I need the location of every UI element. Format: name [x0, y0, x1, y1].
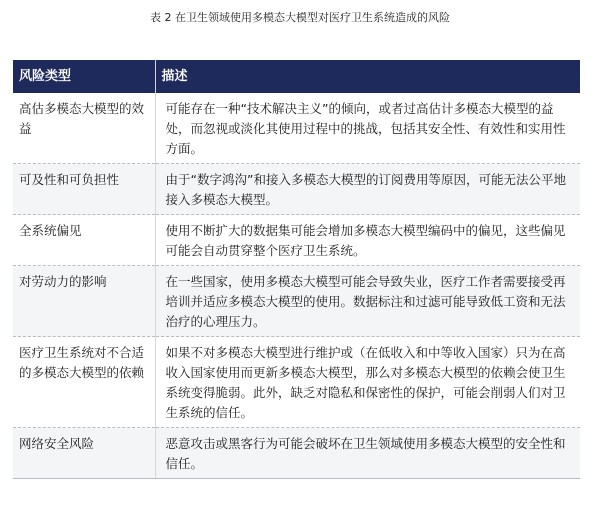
table-row	[13, 266, 580, 337]
table-caption: 表 2 在卫生领域使用多模态大模型对医疗卫生系统造成的风险	[150, 11, 450, 24]
table-header-row	[13, 60, 580, 93]
risk-type-cell: 对劳动力的影响	[13, 266, 155, 337]
description-cell: 由于“数字鸿沟”和接入多模态大模型的订阅费用等原因，可能无法公平地接入多模态大模型。	[155, 164, 580, 215]
risk-type-cell: 可及性和可负担性	[13, 164, 155, 215]
table-row	[13, 215, 580, 266]
risk-table	[13, 60, 580, 479]
risk-type-cell: 全系统偏见	[13, 215, 155, 266]
header-description: 描述	[155, 60, 580, 93]
table-row	[13, 93, 580, 164]
description-cell: 在一些国家，使用多模态大模型可能会导致失业，医疗工作者需要接受再培训并适应多模态大模型的使用。数据标注和过滤可能导致低工资和无法治疗的心理压力。	[155, 266, 580, 337]
description-cell: 如果不对多模态大模型进行维护或（在低收入和中等收入国家）只为在高收入国家使用而更新多模态大模型，那么对多模态大模型的依赖会使卫生系统变得脆弱。此外，缺乏对隐私和保密性的保护，可能会削弱人们对卫生系统的信任。	[155, 337, 580, 428]
risk-type-cell: 网络安全风险	[13, 428, 155, 479]
description-cell: 可能存在一种“技术解决主义”的倾向，或者过高估计多模态大模型的益处，而忽视或淡化其使用过程中的挑战，包括其安全性、有效性和实用性方面。	[155, 93, 580, 164]
risk-type-cell: 高估多模态大模型的效益	[13, 93, 155, 164]
table-row	[13, 428, 580, 479]
table-row	[13, 164, 580, 215]
table-row	[13, 337, 580, 428]
description-cell: 恶意攻击或黑客行为可能会破坏在卫生领域使用多模态大模型的安全性和信任。	[155, 428, 580, 479]
description-cell: 使用不断扩大的数据集可能会增加多模态大模型编码中的偏见，这些偏见可能会自动贯穿整个医疗卫生系统。	[155, 215, 580, 266]
header-risk-type: 风险类型	[13, 60, 155, 93]
risk-type-cell: 医疗卫生系统对不合适的多模态大模型的依赖	[13, 337, 155, 428]
